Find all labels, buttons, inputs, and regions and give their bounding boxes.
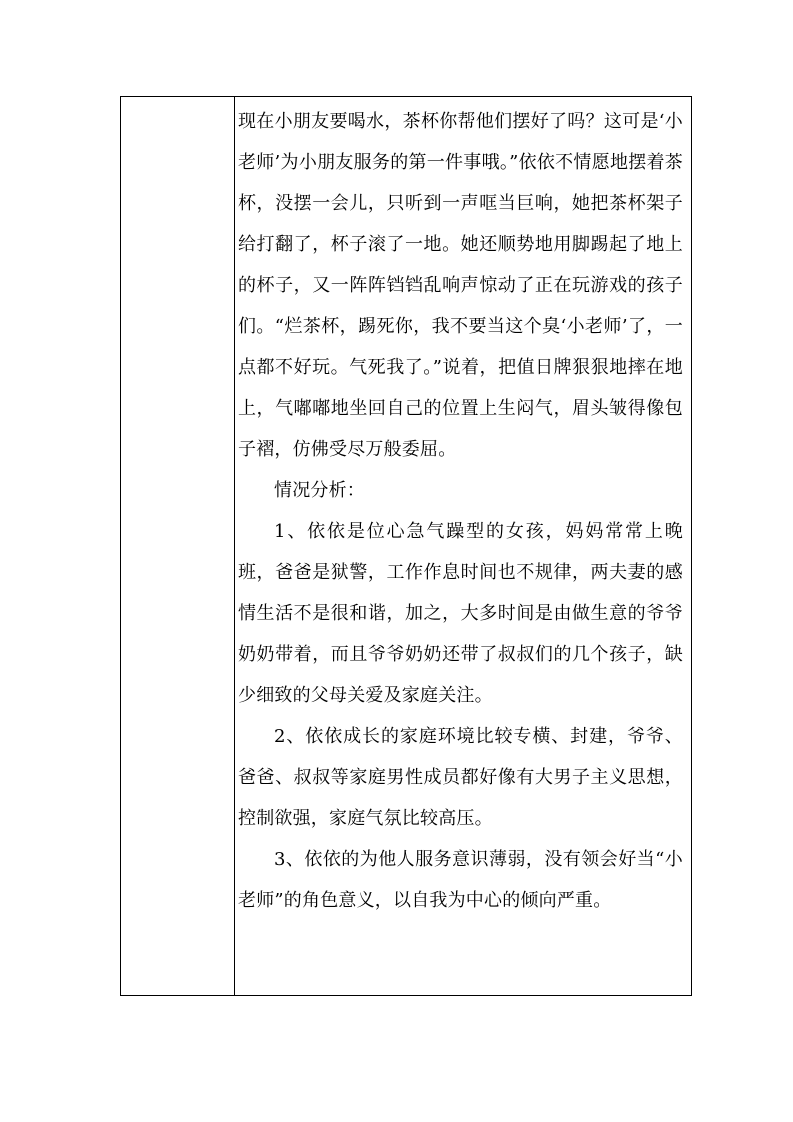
analysis-point-1: 1、依依是位心急气躁型的女孩，妈妈常常上晚班，爸爸是狱警，工作作息时间也不规律，两夫妻的感情生活不是很和谐，加之，大多时间是由做生意的爷爷奶奶带着，而且爷爷奶奶还带了叔叔们的几个孩子，缺少细致的父母关爱及家庭关注。 bbox=[238, 521, 683, 706]
analysis-point-3: 3、依依的为他人服务意识薄弱，没有领会好当“小老师”的角色意义，以自我为中心的倾向严重。 bbox=[238, 849, 683, 911]
analysis-heading: 情况分析： bbox=[274, 480, 365, 501]
story-paragraph: 现在小朋友要喝水，茶杯你帮他们摆好了吗？这可是‘小老师’为小朋友服务的第一件事哦。”依依不情愿地摆着茶杯，没摆一会儿，只听到一声哐当巨响，她把茶杯架子给打翻了，杯子滚了一地。她还顺势地用脚踢起了地上的杯子，又一阵阵铛铛乱响声惊动了正在玩游戏的孩子们。“烂茶杯，踢死你，我不要当这个臭‘小老师’了，一点都不好玩。气死我了。”说着，把值日牌狠狠地摔在地上，气嘟嘟地坐回自己的位置上生闷气，眉头皱得像包子褶，仿佛受尽万般委屈。 bbox=[238, 111, 683, 460]
document-table bbox=[120, 96, 692, 996]
table-left-cell bbox=[121, 97, 235, 995]
analysis-point-2: 2、依依成长的家庭环境比较专横、封建，爷爷、爸爸、叔叔等家庭男性成员都好像有大男子主义思想，控制欲强，家庭气氛比较高压。 bbox=[238, 726, 683, 829]
table-right-cell bbox=[235, 97, 691, 995]
